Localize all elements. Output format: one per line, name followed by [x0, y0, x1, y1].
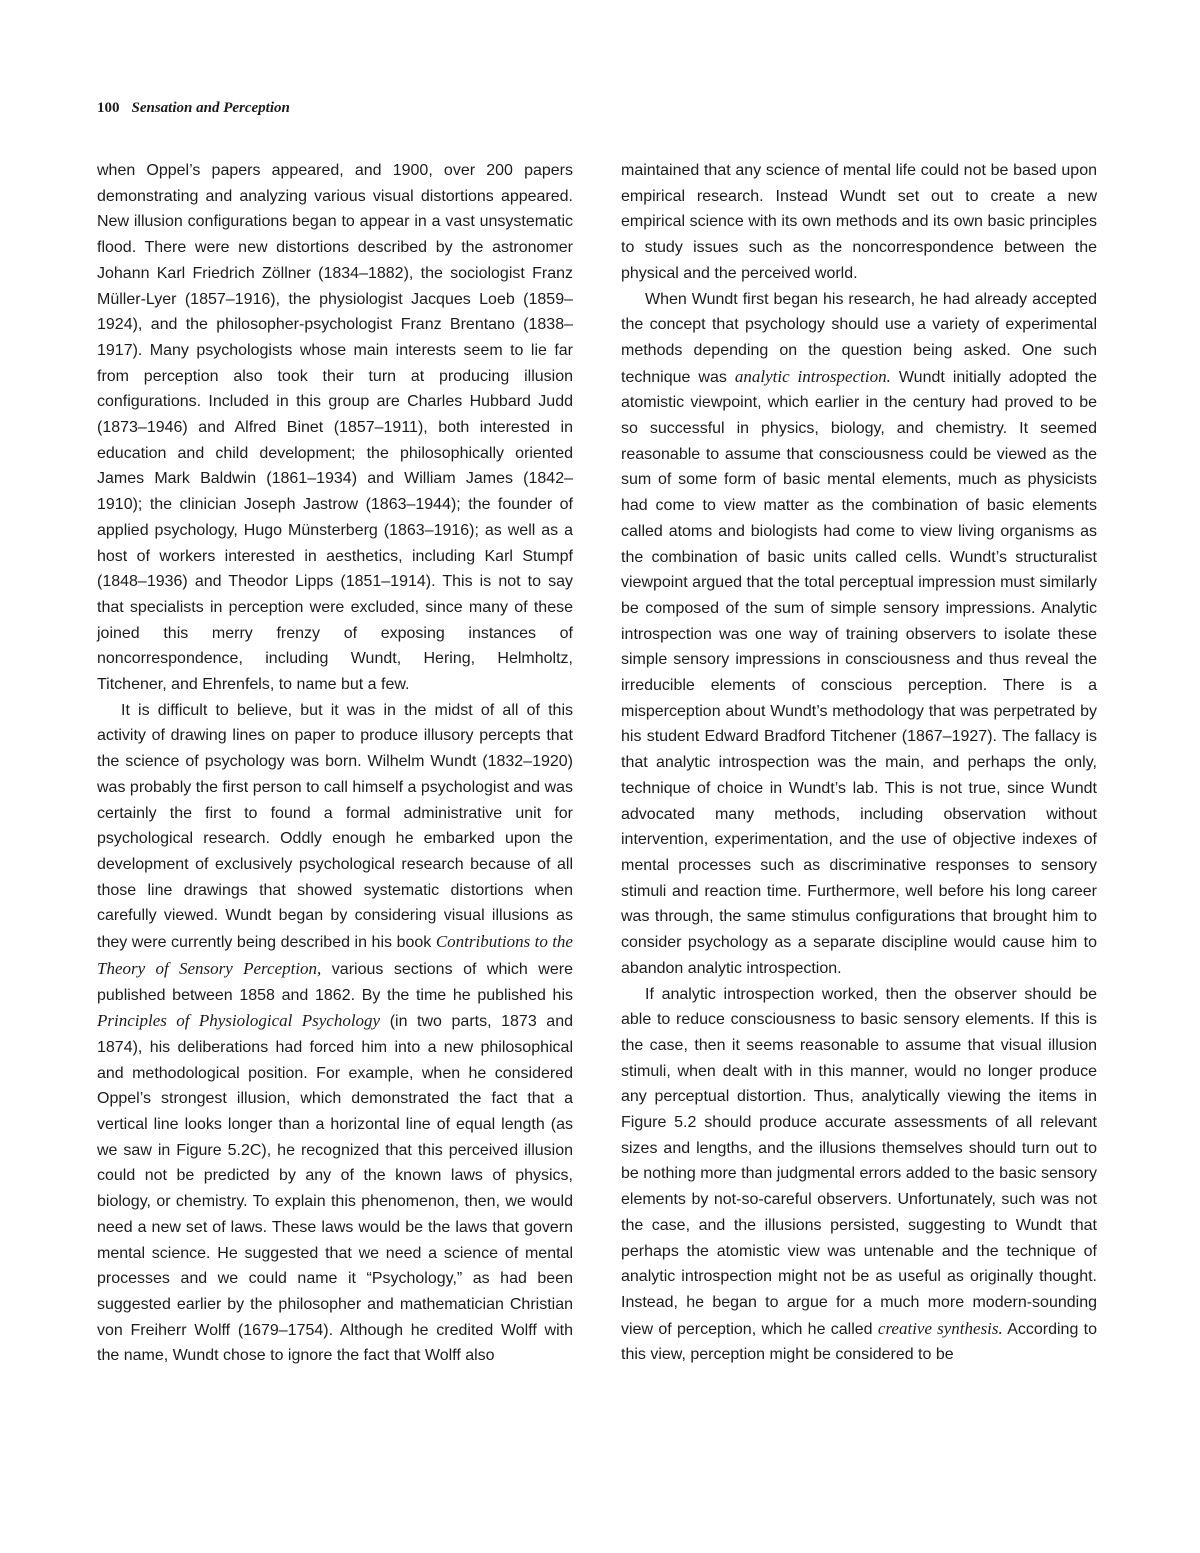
right-paragraph-3: If analytic introspection worked, then the observer should be able to reduce consciousness to basic sensory elements. If this is the case, then it seems reasonable to assume that visual illusion stimuli, when dealt with in this manner, would no longer produce any perceptual distortion. Thus, analytically viewing the items in Figure 5.2 should produce accurate assessments of all relevant sizes and lengths, and the illusions themselves should turn out to be nothing more than judgmental errors added to the basic sensory elements by not-so-careful observers. Unfortunately, such was not the case, and the illusions persisted, suggesting to Wundt that perhaps the atomistic view was untenable and the technique of analytic introspection might not be as useful as originally thought. Instead, he began to argue for a much more modern-sounding view of perception, which he called creative synthesis. According to this view, perception might be considered to be	[621, 985, 1098, 1364]
running-title: Sensation and Perception	[131, 100, 290, 116]
left-paragraph-1: when Oppel’s papers appeared, and 1900, over 200 papers demonstrating and analyzing various visual distortions appeared. New illusion configurations began to appear in a vast unsystematic flood. There were new distortions described by the astronomer Johann Karl Friedrich Zöllner (1834–1882), the sociologist Franz Müller-Lyer (1857–1916), the physiologist Jacques Loeb (1859–1924), and the philosopher-psychologist Franz Brentano (1838–1917). Many psychologists whose main interests seem to lie far from perception also took their turn at producing illusion configurations. Included in this group are Charles Hubbard Judd (1873–1946) and Alfred Binet (1857–1911), both interested in education and child development; the philosophically oriented James Mark Baldwin (1861–1934) and William James (1842–1910); the clinician Joseph Jastrow (1863–1944); the founder of applied psychology, Hugo Münsterberg (1863–1916); as well as a host of workers interested in aesthetics, including Karl Stumpf (1848–1936) and Theodor Lipps (1851–1914). This is not to say that specialists in perception were excluded, since many of these joined this merry frenzy of exposing instances of noncorrespondence, including Wundt, Hering, Helmholtz, Titchener, and Ehrenfels, to name but a few.	[97, 162, 573, 694]
right-column	[621, 158, 1097, 1368]
running-header	[97, 100, 290, 117]
term-creative-synthesis: creative synthesis.	[877, 1318, 1003, 1338]
left-paragraph-2: It is difficult to believe, but it was in the midst of all of this activity of drawing lines on paper to produce illusory percepts that the science of psychology was born. Wilhelm Wundt (1832–1920) was probably the first person to call himself a psychologist and was certainly the first to found a formal administrative unit for psychological research. Oddly enough he embarked upon the development of exclusively psychological research because of all those line drawings that showed systematic distortions when carefully viewed. Wundt began by considering visual illusions as they were currently being described in his book Contributions to the Theory of Sensory Perception, various sections of which were published between 1858 and 1862. By the time he published his Principles of Physiological Psychology (in two parts, 1873 and 1874), his deliberations had forced him into a new philosophical and methodological position. For example, when he considered Oppel’s strongest illusion, which demonstrated the fact that a vertical line looks longer than a horizontal line of equal length (as we saw in Figure 5.2C), he recognized that this perceived illusion could not be predicted by any of the known laws of physics, biology, or chemistry. To explain this phenomenon, then, we would need a new set of laws. These laws would be the laws that govern mental science. He suggested that we need a science of mental processes and we could name it “Psychology,” as had been suggested earlier by the philosopher and mathematician Christian von Freiherr Wolff (1679–1754). Although he credited Wolff with the name, Wundt chose to ignore the fact that Wolff also	[97, 701, 573, 1365]
left-column	[97, 158, 573, 1369]
page-number: 100	[97, 100, 120, 116]
right-paragraph-1: maintained that any science of mental life could not be based upon empirical research. Instead Wundt set out to create a new empirical science with its own methods and its own basic principles to study issues such as the noncorrespondence between the physical and the perceived world.	[621, 162, 1097, 282]
book-title-contributions: Contributions to the Theory of Sensory Perception,	[97, 932, 573, 978]
right-paragraph-2: When Wundt first began his research, he had already accepted the concept that psychology should use a variety of experimental methods depending on the question being asked. One such technique was analytic introspection. Wundt initially adopted the atomistic viewpoint, which earlier in the century had proved to be so successful in physics, biology, and chemistry. It seemed reasonable to assume that consciousness could be viewed as the sum of some form of basic mental elements, much as physicists had come to view matter as the combination of basic elements called atoms and biologists had come to view living organisms as the combination of basic units called cells. Wundt’s structuralist viewpoint argued that the total perceptual impression must similarly be composed of the sum of simple sensory impressions. Analytic introspection was one way of training observers to isolate these simple sensory impressions in consciousness and thus reveal the irreducible elements of conscious perception. There is a misperception about Wundt’s methodology that was perpetrated by his student Edward Bradford Titchener (1867–1927). The fallacy is that analytic introspection was the main, and perhaps the only, technique of choice in Wundt’s lab. This is not true, since Wundt advocated many methods, including observation without intervention, experimentation, and the use of objective indexes of mental processes such as discriminative responses to sensory stimuli and reaction time. Furthermore, well before his long career was through, the same stimulus configurations that brought him to consider psychology as a separate discipline would cause him to abandon analytic introspection.	[621, 290, 1098, 977]
term-analytic-introspection: analytic introspection.	[734, 366, 891, 386]
book-title-principles: Principles of Physiological Psychology	[97, 1011, 381, 1031]
